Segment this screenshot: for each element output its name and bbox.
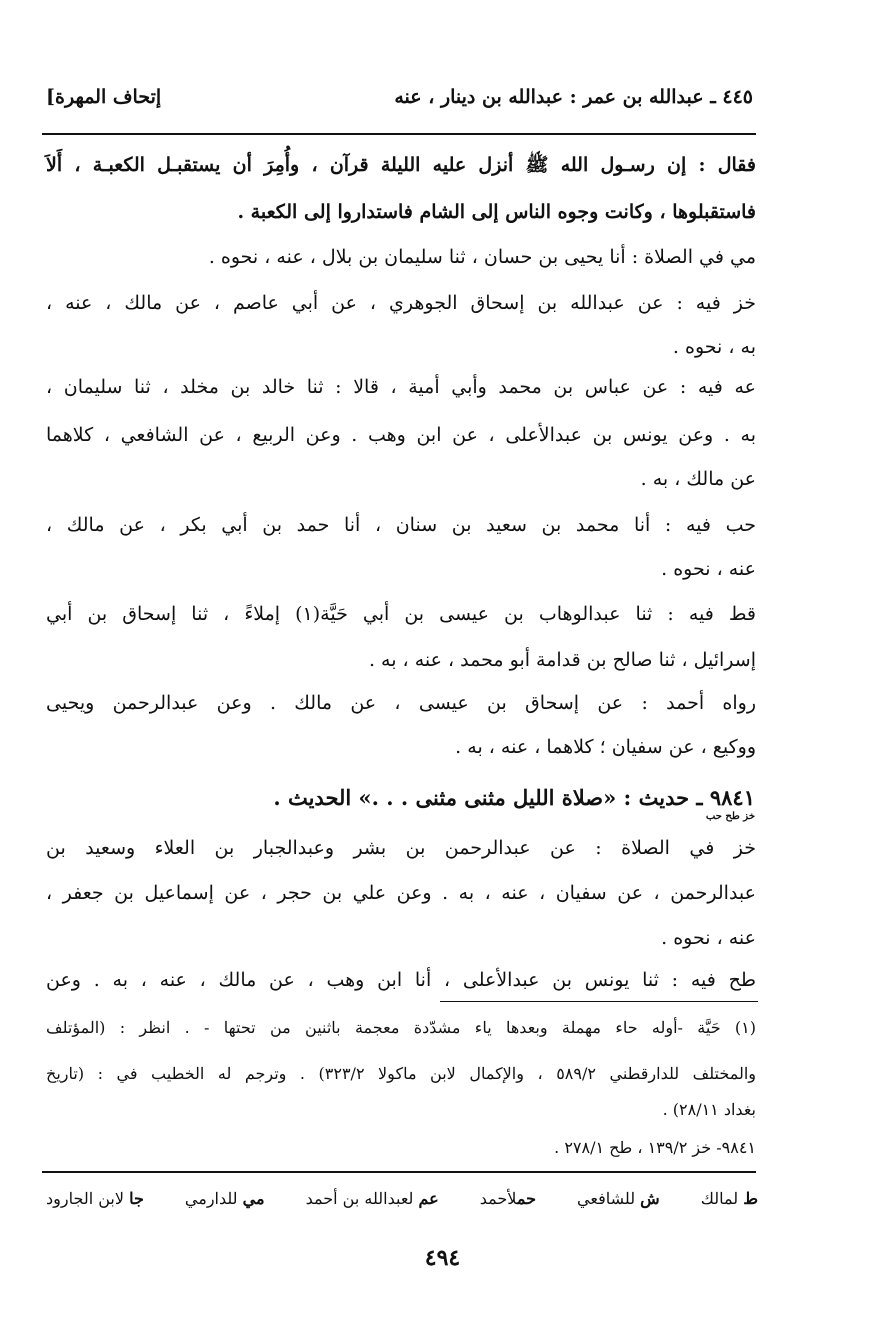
running-header-left: [إتحاف المهرة bbox=[46, 86, 162, 108]
legend-item bbox=[306, 1189, 439, 1208]
legend-item bbox=[701, 1189, 758, 1208]
footnote-line: ٩٨٤١- خز ١٣٩/٢ ، طح ٢٧٨/١ . bbox=[554, 1138, 756, 1157]
legend-text: للشافعي bbox=[577, 1189, 636, 1208]
text-line: به . وعن يونس بن عبدالأعلى ، عن ابن وهب . وعن الربيع ، عن الشافعي ، كلاهما bbox=[46, 424, 756, 446]
legend-text: لمالك bbox=[700, 1189, 739, 1208]
legend-item bbox=[480, 1189, 536, 1208]
running-header-right: ٤٤٥ ـ عبدالله بن عمر : عبدالله بن دينار ، عنه bbox=[394, 86, 753, 108]
legend-item bbox=[185, 1189, 265, 1208]
legend-rule bbox=[42, 1171, 756, 1173]
footnote-line: (١) حَيَّة -أوله حاء مهملة وبعدها ياء مشدّدة معجمة باثنين من تحتها - . انظر : (المؤتلف bbox=[46, 1018, 756, 1037]
text-line: عن مالك ، به . bbox=[640, 468, 756, 490]
legend-code: جا bbox=[129, 1189, 144, 1208]
text-line: ووكيع ، عن سفيان ؛ كلاهما ، عنه ، به . bbox=[455, 736, 756, 758]
footnote-rule bbox=[440, 1001, 758, 1002]
text-line: رواه أحمد : عن إسحاق بن عيسى ، عن مالك . وعن عبدالرحمن ويحيى bbox=[46, 692, 756, 714]
legend-text: للدارمي bbox=[184, 1189, 238, 1208]
text-line: فقال : إن رسـول الله ﷺ أنزل عليه الليلة قرآن ، وأُمِرَ أن يستقبـل الكعبـة ، أَلاَ bbox=[46, 154, 756, 176]
text-line: قط فيه : ثنا عبدالوهاب بن عيسى بن أبي حَيَّة(١) إملاءً ، ثنا إسحاق بن أبي bbox=[46, 603, 757, 625]
text-line: خز في الصلاة : عن عبدالرحمن بن بشر وعبدالجبار بن العلاء وسعيد بن bbox=[46, 837, 756, 859]
footnote-line: والمختلف للدارقطني ٥٨٩/٢ ، والإكمال لابن ماكولا ٣٢٣/٢) . وترجم له الخطيب في : (تاريخ bbox=[46, 1064, 756, 1083]
legend-code: ش bbox=[640, 1189, 660, 1208]
legend-item bbox=[46, 1189, 144, 1208]
text-line: عه فيه : عن عباس بن محمد وأبي أمية ، قالا : ثنا خالد بن مخلد ، ثنا سليمان ، bbox=[46, 376, 756, 398]
text-line: حب فيه : أنا محمد بن سعيد بن سنان ، أنا حمد بن أبي بكر ، عن مالك ، bbox=[46, 514, 756, 536]
legend-text: لأحمد bbox=[479, 1189, 517, 1208]
text-line: خز فيه : عن عبدالله بن إسحاق الجوهري ، عن أبي عاصم ، عن مالك ، عنه ، bbox=[46, 292, 756, 314]
header-rule bbox=[42, 133, 756, 135]
legend-text: لعبدالله بن أحمد bbox=[305, 1189, 414, 1208]
legend-item bbox=[577, 1189, 660, 1208]
legend-code: مي bbox=[242, 1189, 265, 1208]
legend-code: حم bbox=[516, 1189, 536, 1208]
text-line: مي في الصلاة : أنا يحيى بن حسان ، ثنا سليمان بن بلال ، عنه ، نحوه . bbox=[208, 246, 756, 268]
text-line: إسرائيل ، ثنا صالح بن قدامة أبو محمد ، عنه ، به . bbox=[368, 649, 756, 671]
text-line: عنه ، نحوه . bbox=[661, 558, 756, 580]
abbreviation-legend bbox=[46, 1189, 758, 1208]
hadith-source-codes: خز طح حب bbox=[705, 811, 755, 822]
text-line: عبدالرحمن ، عن سفيان ، عنه ، به . وعن علي بن حجر ، عن إسماعيل بن جعفر ، bbox=[46, 882, 756, 904]
legend-code: عم bbox=[418, 1189, 439, 1208]
text-line: به ، نحوه . bbox=[672, 336, 756, 358]
hadith-heading: ٩٨٤١ ـ حديث : «صلاة الليل مثنى مثنى . . .» الحديث . bbox=[273, 785, 755, 810]
footnote-line: بغداد ٢٨/١١) . bbox=[662, 1100, 756, 1119]
text-line: فاستقبلوها ، وكانت وجوه الناس إلى الشام فاستداروا إلى الكعبة . bbox=[237, 201, 756, 223]
text-line: طح فيه : ثنا يونس بن عبدالأعلى ، أنا ابن وهب ، عن مالك ، عنه ، به . وعن bbox=[46, 969, 756, 991]
legend-code: ط bbox=[743, 1189, 758, 1208]
text-line: عنه ، نحوه . bbox=[661, 927, 756, 949]
page-number: ٤٩٤ bbox=[424, 1245, 461, 1271]
legend-text: لابن الجارود bbox=[46, 1189, 124, 1208]
